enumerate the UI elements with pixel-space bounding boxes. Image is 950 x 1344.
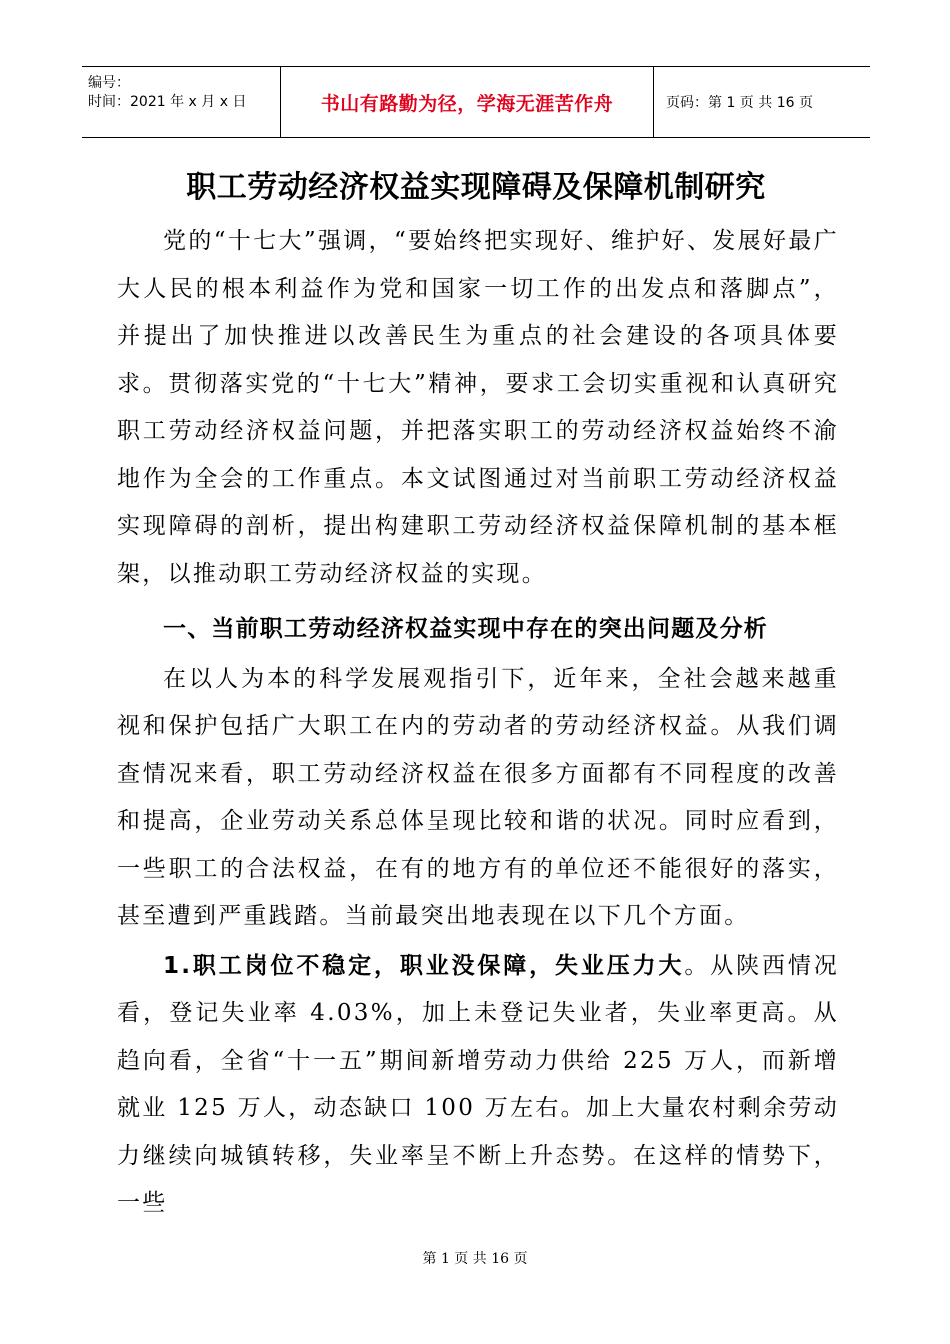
point-1-body: 。从陕西情况看，登记失业率 4.03%，加上未登记失业者，失业率更高。从趋向看，全省“十一五”期间新增劳动力供给 225 万人，而新增就业 125 万人，动态缺口 100 万左右。加上大量农村剩余劳动力继续向城镇转移，失业率呈不断上升态势。在这样的情势下，一些: [117, 952, 839, 1216]
point-1-paragraph: [117, 943, 839, 1228]
section-heading-1: 一、当前职工劳动经济权益实现中存在的突出问题及分析: [163, 616, 768, 642]
header-page-indicator: 页码：第 1 页 共 16 页: [666, 95, 813, 111]
header-meta: [82, 67, 281, 137]
header-motto: 书山有路勤为径，学海无涯苦作舟: [281, 67, 654, 137]
intro-paragraph: 党的“十七大”强调，“要始终把实现好、维护好、发展好最广大人民的根本利益作为党和国家一切工作的出发点和落脚点”，并提出了加快推进以改善民生为重点的社会建设的各项具体要求。贯彻落实党的“十七大”精神，要求工会切实重视和认真研究职工劳动经济权益问题，并把落实职工的劳动经济权益始终不渝地作为全会的工作重点。本文试图通过对当前职工劳动经济权益实现障碍的剖析，提出构建职工劳动经济权益保障机制的基本框架，以推动职工劳动经济权益的实现。: [117, 228, 839, 587]
document-body: [117, 218, 839, 1228]
page-header: [82, 66, 870, 138]
point-1-lead: 1.职工岗位不稳定，职业没保障，失业压力大: [163, 952, 685, 979]
document-time-label: 时间：2021 年 x 月 x 日: [88, 94, 247, 110]
document-number-label: 编号：: [88, 75, 130, 91]
page-footer: 第 1 页 共 16 页: [422, 1251, 528, 1267]
section-1-paragraph: 在以人为本的科学发展观指引下，近年来，全社会越来越重视和保护包括广大职工在内的劳动者的劳动经济权益。从我们调查情况来看，职工劳动经济权益在很多方面都有不同程度的改善和提高，企业劳动关系总体呈现比较和谐的状况。同时应看到，一些职工的合法权益，在有的地方有的单位还不能很好的落实，甚至遭到严重践踏。当前最突出地表现在以下几个方面。: [117, 665, 839, 929]
document-title: 职工劳动经济权益实现障碍及保障机制研究: [186, 170, 766, 205]
